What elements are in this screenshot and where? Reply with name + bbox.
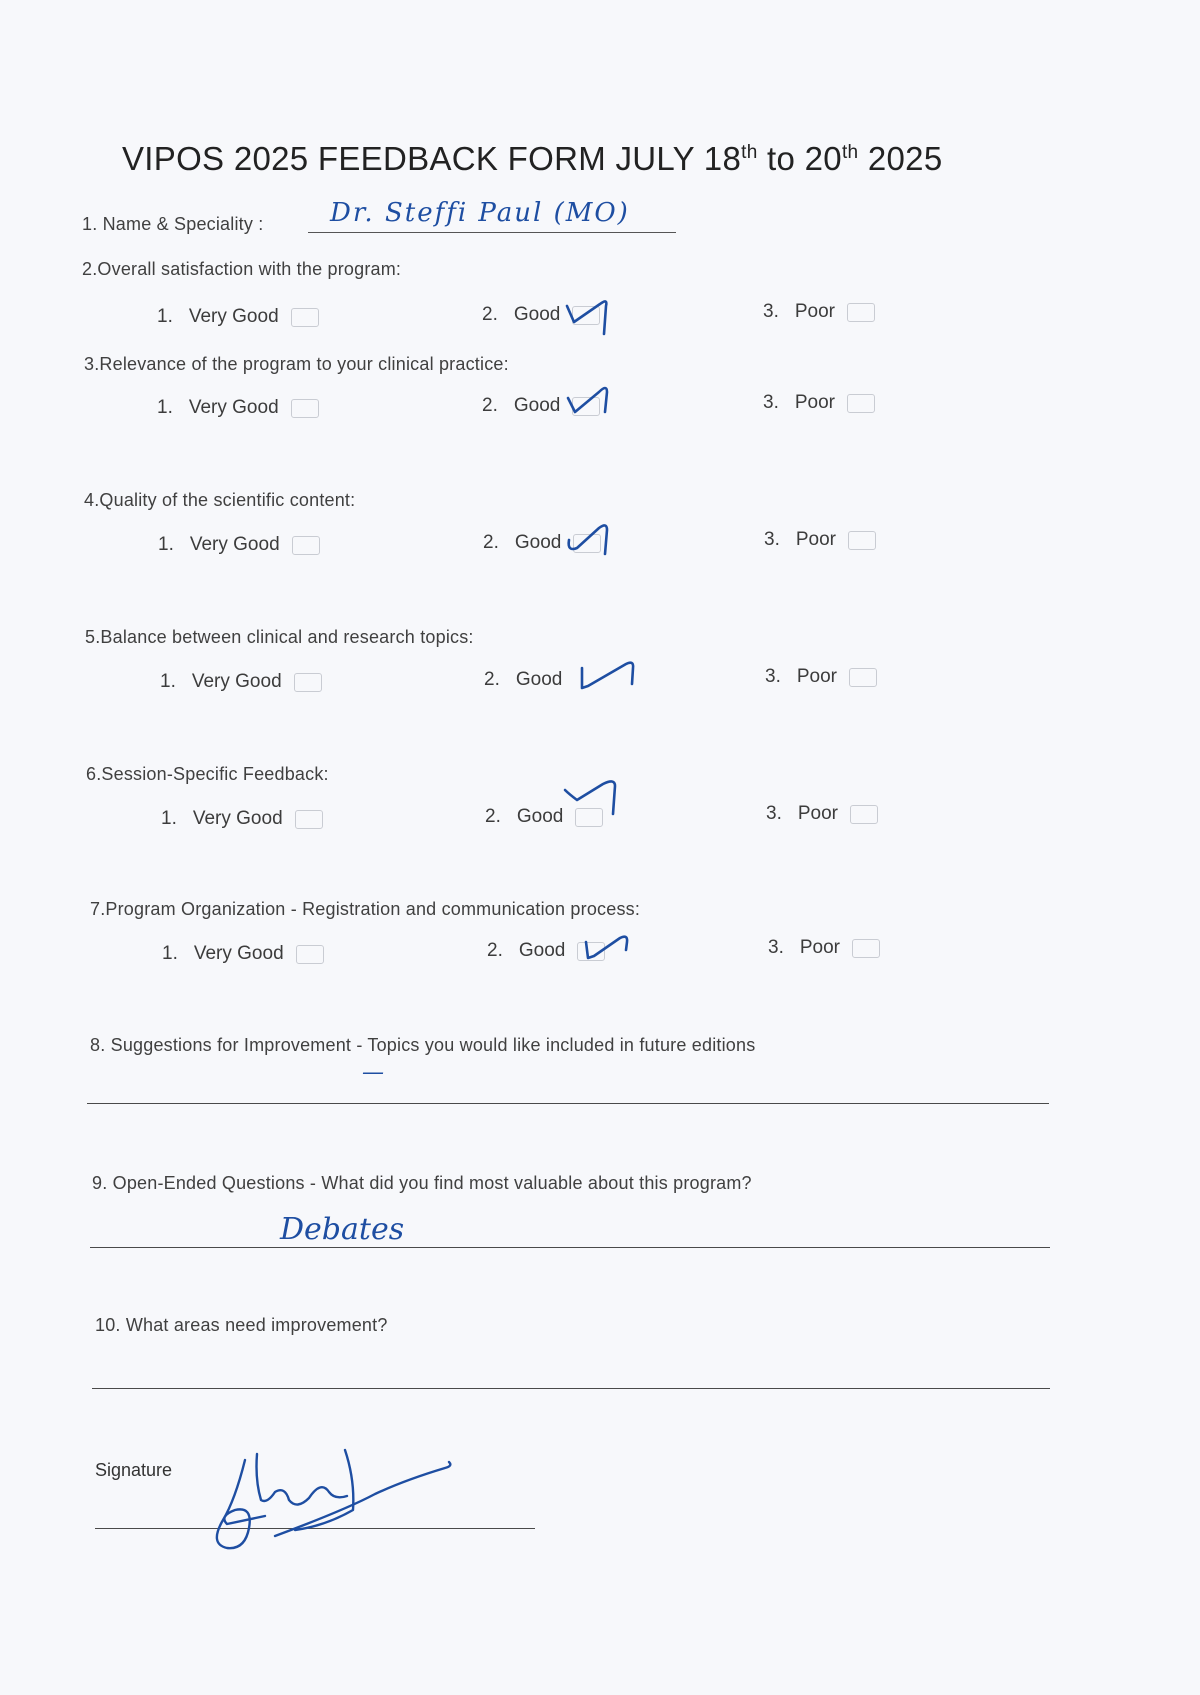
answer-8[interactable]: —: [362, 1060, 384, 1085]
checkbox[interactable]: [296, 945, 324, 964]
option-label: Poor: [795, 529, 836, 550]
option-label: Poor: [796, 666, 837, 687]
q5-option-poor[interactable]: [765, 666, 877, 688]
option-number: 3.: [764, 529, 780, 550]
q5-checkmark-icon: [578, 656, 648, 696]
question-4-label: 4.Quality of the scientific content:: [84, 490, 356, 510]
option-number: 3.: [763, 301, 779, 322]
checkbox[interactable]: [291, 308, 319, 327]
q5-option-good[interactable]: [484, 669, 562, 691]
option-number: 1.: [157, 397, 173, 418]
option-label: Very Good: [191, 671, 282, 692]
q5-option-very-good[interactable]: [160, 671, 322, 693]
q3-checkmark-icon: [565, 372, 625, 417]
option-number: 1.: [162, 943, 178, 964]
option-label: Very Good: [192, 808, 283, 829]
question-9-label: 9. Open-Ended Questions - What did you find most valuable about this program?: [92, 1173, 752, 1193]
question-5-label: 5.Balance between clinical and research topics:: [85, 627, 474, 647]
option-label: Very Good: [189, 534, 280, 555]
option-number: 2.: [485, 806, 501, 827]
option-label: Very Good: [188, 397, 279, 418]
option-number: 2.: [487, 940, 503, 961]
checkbox[interactable]: [847, 394, 875, 413]
option-label: Good: [516, 806, 564, 827]
q7-option-poor[interactable]: [768, 937, 880, 959]
q3-option-very-good[interactable]: [157, 397, 319, 419]
name-speciality-value[interactable]: Dr. Steffi Paul (MO): [330, 198, 630, 228]
option-number: 3.: [766, 803, 782, 824]
option-number: 1.: [158, 534, 174, 555]
q2-checkmark-icon: [562, 288, 622, 338]
signature-label: Signature: [95, 1460, 173, 1480]
option-number: 1.: [157, 306, 173, 327]
option-number: 3.: [763, 392, 779, 413]
q4-option-poor[interactable]: [764, 529, 876, 551]
form-title: VIPOS 2025 FEEDBACK FORM JULY 18th to 20th 2025: [122, 140, 943, 177]
option-label: Poor: [799, 937, 840, 958]
q7-option-very-good[interactable]: [162, 943, 324, 965]
option-label: Good: [513, 304, 561, 325]
question-10-label: 10. What areas need improvement?: [95, 1315, 388, 1335]
answer-9-line: [90, 1247, 1050, 1248]
question-2-label: 2.Overall satisfaction with the program:: [82, 259, 402, 279]
name-speciality-label: 1. Name & Speciality :: [82, 214, 264, 234]
option-number: 3.: [765, 666, 781, 687]
q6-option-poor[interactable]: [766, 803, 878, 825]
option-number: 2.: [483, 532, 499, 553]
question-7-label: 7.Program Organization - Registration and communication process:: [90, 899, 641, 919]
option-number: 1.: [160, 671, 176, 692]
option-label: Good: [515, 669, 563, 690]
name-line: [308, 232, 676, 233]
checkbox[interactable]: [291, 399, 319, 418]
option-label: Poor: [797, 803, 838, 824]
option-label: Good: [513, 395, 561, 416]
answer-8-line: [87, 1103, 1049, 1104]
option-number: 2.: [484, 669, 500, 690]
q2-option-very-good[interactable]: [157, 306, 319, 328]
signature-drawing: [205, 1440, 465, 1560]
option-label: Poor: [794, 301, 835, 322]
question-6-label: 6.Session-Specific Feedback:: [86, 764, 329, 784]
checkbox[interactable]: [292, 536, 320, 555]
checkbox[interactable]: [852, 939, 880, 958]
option-number: 3.: [768, 937, 784, 958]
option-number: 1.: [161, 808, 177, 829]
checkbox[interactable]: [295, 810, 323, 829]
checkbox[interactable]: [849, 668, 877, 687]
option-label: Very Good: [188, 306, 279, 327]
option-label: Very Good: [193, 943, 284, 964]
option-label: Good: [514, 532, 562, 553]
question-8-label: 8. Suggestions for Improvement - Topics you would like included in future editions: [90, 1035, 756, 1055]
option-label: Poor: [794, 392, 835, 413]
answer-10-line: [92, 1388, 1050, 1389]
question-3-label: 3.Relevance of the program to your clinical practice:: [84, 354, 509, 374]
q6-checkmark-icon: [563, 776, 633, 826]
q4-option-very-good[interactable]: [158, 534, 320, 556]
q3-option-poor[interactable]: [763, 392, 875, 414]
checkbox[interactable]: [294, 673, 322, 692]
option-number: 2.: [482, 395, 498, 416]
checkbox[interactable]: [848, 531, 876, 550]
q7-checkmark-icon: [580, 928, 640, 964]
q6-option-very-good[interactable]: [161, 808, 323, 830]
q4-checkmark-icon: [563, 510, 623, 560]
option-number: 2.: [482, 304, 498, 325]
option-label: Good: [518, 940, 566, 961]
q2-option-poor[interactable]: [763, 301, 875, 323]
checkbox[interactable]: [850, 805, 878, 824]
answer-9[interactable]: Debates: [280, 1212, 405, 1247]
checkbox[interactable]: [847, 303, 875, 322]
